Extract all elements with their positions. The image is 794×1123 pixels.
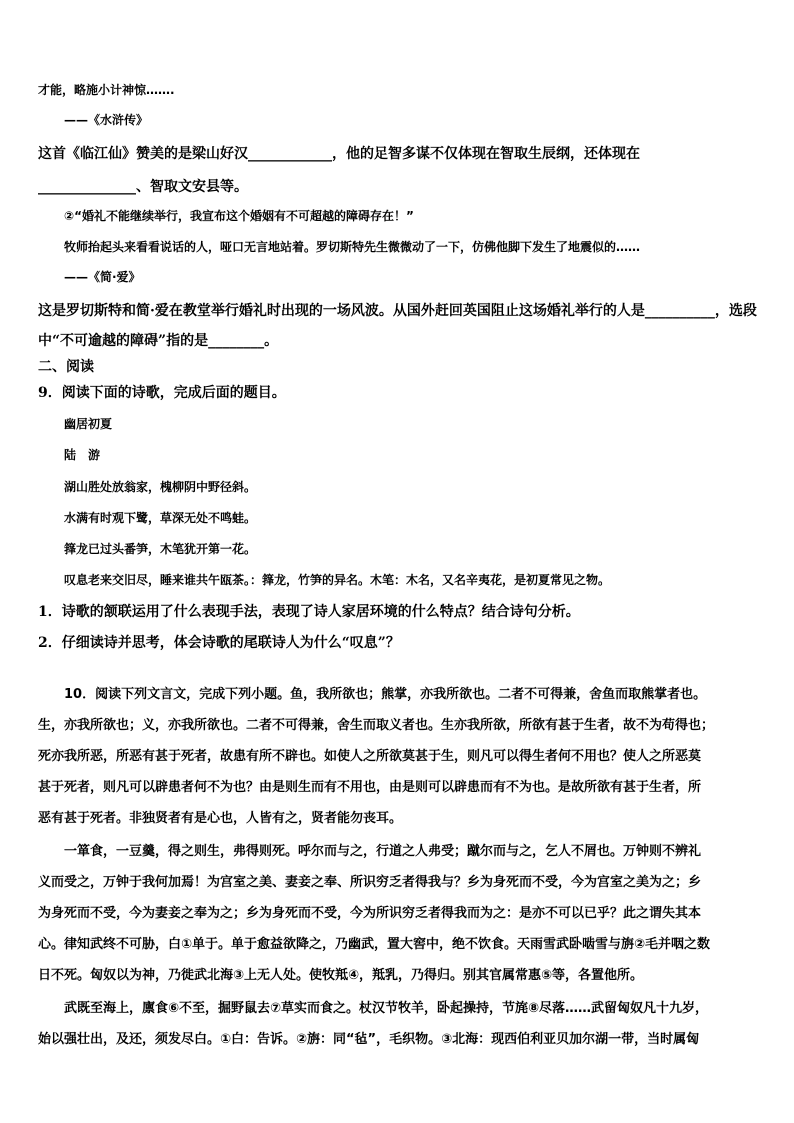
sub-question: 2．仔细读诗并思考，体会诗歌的尾联诗人为什么“叹息”？: [38, 635, 400, 651]
passage-line: 武既至海上，廪食⑥不至，掘野鼠去⑦草实而食之。杖汉节牧羊，卧起操持，节旄⑧尽落……武留匈奴凡十九岁，: [64, 1001, 709, 1016]
narration-line: 牧师抬起头来看看说话的人，哑口无言地站着。罗切斯特先生微微动了一下，仿佛他脚下发生了地震似的……: [64, 240, 641, 254]
source-line: ——《简·爱》: [64, 270, 141, 284]
sub-question: 1．诗歌的颔联运用了什么表现手法，表现了诗人家居环境的什么特点？结合诗句分析。: [38, 604, 580, 620]
passage-line: 10．阅读下列文言文，完成下列小题。鱼，我所欲也；熊掌，亦我所欲也。二者不可得兼，舍鱼而取熊掌者也。: [64, 687, 707, 702]
text-line: 这首《临江仙》赞美的是梁山好汉____________，他的足智多谋不仅体现在智取生辰纲，还体现在: [38, 146, 640, 162]
poem-line: 湖山胜处放翁家，槐柳阴中野径斜。: [64, 480, 257, 494]
passage-line: 为身死而不受，今为妻妾之奉为之；乡为身死而不受，今为所识穷乏者得我而为之：是亦不可以已乎？此之谓失其本: [38, 906, 702, 921]
passage-line: 始以强壮出，及还，须发尽白。①白：告诉。②旃：同“毡”，毛织物。③北海：现西伯利亚贝加尔湖一带，当时属匈: [38, 1032, 700, 1047]
passage-line: 生，亦我所欲也；义，亦我所欲也。二者不可得兼，舍生而取义者也。生亦我所欲，所欲有甚于生者，故不为苟得也；: [38, 718, 715, 733]
passage-line: 死亦我所恶，所恶有甚于死者，故患有所不辟也。如使人之所欲莫甚于生，则凡可以得生者何不用也？使人之所恶莫: [38, 749, 702, 764]
poem-title: 幽居初夏: [64, 417, 113, 431]
poem-author: 陆 游: [64, 448, 101, 462]
passage-line: 甚于死者，则凡可以辟患者何不为也？由是则生而有不用也，由是则可以辟患而有不为也。是故所欲有甚于生者，所: [38, 780, 702, 795]
passage-line: 义而受之，万钟于我何加焉！为宫室之美、妻妾之奉、所识穷乏者得我与？乡为身死而不受，今为宫室之美为之；乡: [38, 875, 702, 890]
passage-line: 恶有甚于死者。非独贤者有是心也，人皆有之，贤者能勿丧耳。: [38, 811, 403, 826]
text-line: ______________、智取文安县等。: [38, 179, 248, 195]
passage-line: 一箪食，一豆羹，得之则生，弗得则死。呼尔而与之，行道之人弗受；蹴尔而与之，乞人不屑也。万钟则不辨礼: [64, 844, 702, 859]
text-line: 才能，略施小计神惊…….: [38, 83, 175, 97]
text-line: 中“不可逾越的障碍”指的是________。: [38, 333, 279, 349]
question-stem: 9．阅读下面的诗歌，完成后面的题目。: [38, 385, 286, 401]
source-line: ——《水浒传》: [64, 113, 149, 127]
text-line: 这是罗切斯特和简·爱在教堂举行婚礼时出现的一场风波。从国外赶回英国阻止这场婚礼举行的人是__________，选段: [38, 303, 757, 319]
poem-line: 水满有时观下鹭，草深无处不鸣蛙。: [64, 511, 257, 525]
poem-line: 箨龙已过头番笋，木笔犹开第一花。: [64, 542, 257, 556]
passage-line: 心。律知武终不可胁，白①单于。单于愈益欲降之，乃幽武，置大窖中，绝不饮食。天雨雪武卧啮雪与旃②毛并咽之数: [38, 937, 711, 952]
section-heading: 二、阅读: [38, 359, 94, 375]
poem-line-note: 叹息老来交旧尽，睡来谁共午瓯茶。：箨龙，竹笋的异名。木笔：木名，又名辛夷花，是初夏常见之物。: [64, 573, 611, 587]
quote-line: ②“婚礼不能继续举行，我宣布这个婚姻有不可超越的障碍存在！”: [64, 209, 414, 223]
passage-line: 日不死。匈奴以为神，乃徙武北海③上无人处。使牧羝④，羝乳，乃得归。别其官属常惠⑤等，各置他所。: [38, 968, 644, 983]
